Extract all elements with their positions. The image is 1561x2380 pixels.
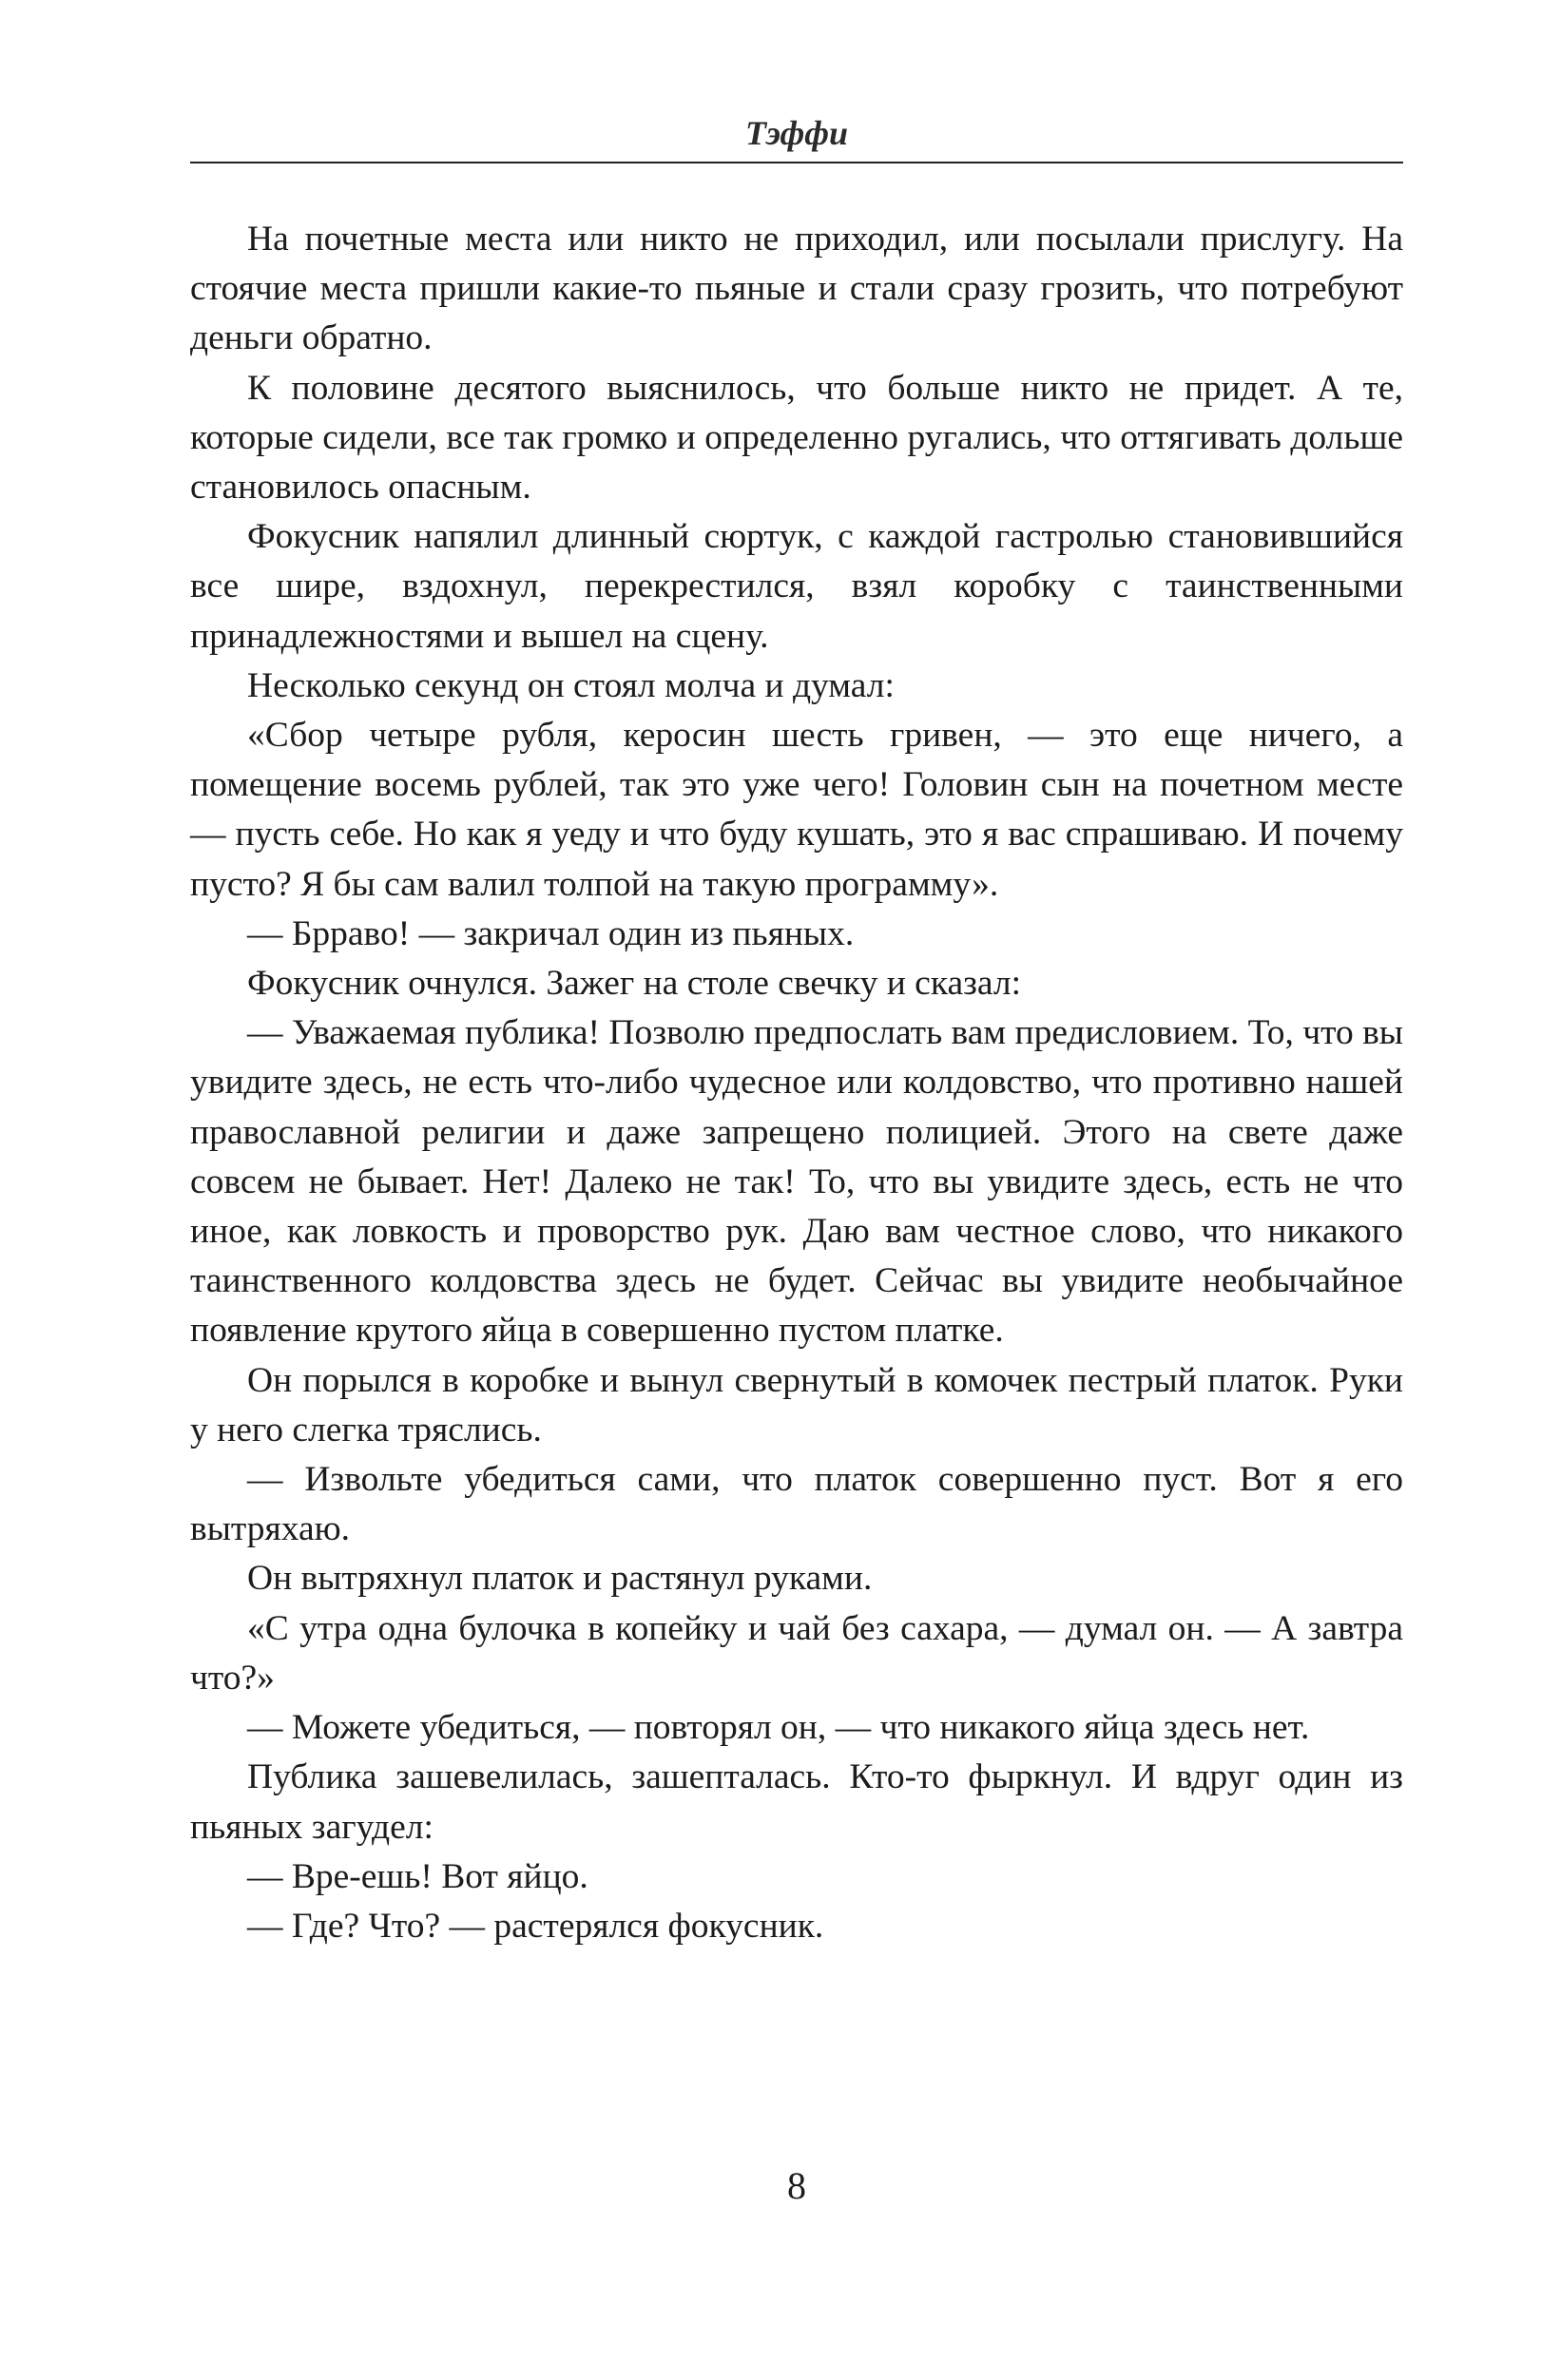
paragraph: Фокусник напялил длинный сюртук, с каждой гастролью становившийся все шире, вздохнул, перекрестился, взял коробку с таинственными принадлежностями и вышел на сцену.	[190, 517, 1403, 656]
paragraph: «Сбор четыре рубля, керосин шесть гривен, — это еще ничего, а помещение восемь рублей, так это уже чего! Головин сын на почетном месте — пусть себе. Но как я уеду и что буду кушать, это я вас спрашиваю. И почему пусто? Я бы сам валил толпой на такую программу».	[190, 716, 1403, 904]
paragraph: Публика зашевелилась, зашепталась. Кто-то фыркнул. И вдруг один из пьяных загудел:	[190, 1757, 1403, 1847]
header-rule	[190, 162, 1403, 163]
paragraph: — Извольте убедиться сами, что платок совершенно пуст. Вот я его вытряхаю.	[190, 1460, 1403, 1549]
paragraph: К половине десятого выяснилось, что больше никто не придет. А те, которые сидели, все так громко и определенно ругались, что оттягивать дольше становилось опасным.	[190, 368, 1403, 508]
paragraph: — Вре-ешь! Вот яйцо.	[247, 1856, 588, 1896]
paragraph: Фокусник очнулся. Зажег на столе свечку и сказал:	[247, 964, 1022, 1004]
running-head-title: Тэффи	[744, 114, 849, 152]
paragraph: — Уважаемая публика! Позволю предпослать вам предисловием. То, что вы увидите здесь, не есть что-либо чудесное или колдовство, что противно нашей православной религии и даже запрещено полицией. Этого на свете даже совсем не бывает. Нет! Далеко не так! То, что вы увидите здесь, есть не что иное, как ловкость и проворство рук. Даю вам честное слово, что никакого таинственного колдовства здесь не будет. Сейчас вы увидите необычайное появление крутого яйца в совершенно пустом платке.	[190, 1013, 1404, 1351]
page-number: 8	[787, 2164, 806, 2207]
paragraph: — Можете убедиться, — повторял он, — что никакого яйца здесь нет.	[247, 1708, 1310, 1748]
paragraph: На почетные места или никто не приходил, или посылали прислугу. На стоячие места пришли какие-то пьяные и стали сразу грозить, что потребуют деньги обратно.	[190, 220, 1403, 358]
paragraph: Он порылся в коробке и вынул свернутый в комочек пестрый платок. Руки у него слегка тряслись.	[190, 1360, 1403, 1449]
paragraph: — Брраво! — закричал один из пьяных.	[247, 913, 855, 953]
paragraph: «С утра одна булочка в копейку и чай без сахара, — думал он. — А завтра что?»	[190, 1608, 1403, 1698]
paragraph: Он вытряхнул платок и растянул руками.	[247, 1559, 873, 1599]
paragraph: Несколько секунд он стоял молча и думал:	[247, 665, 895, 705]
paragraph: — Где? Что? — растерялся фокусник.	[247, 1906, 824, 1946]
page-text-body	[190, 215, 1403, 1951]
